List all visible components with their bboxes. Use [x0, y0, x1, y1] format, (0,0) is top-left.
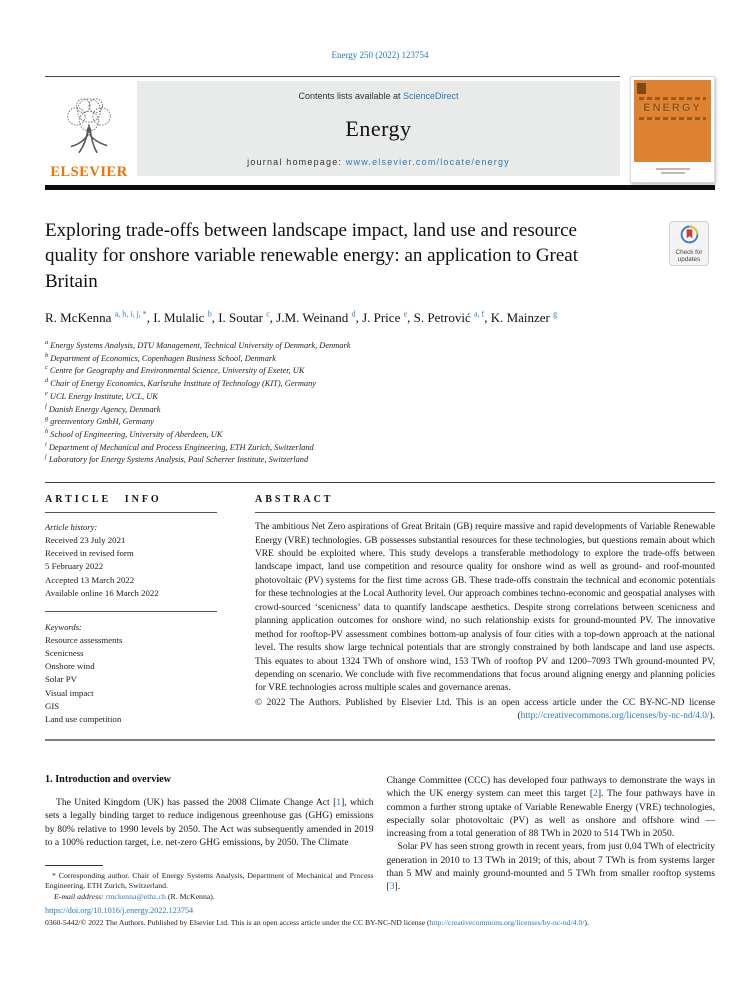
keyword: Land use competition: [45, 714, 122, 724]
affiliation: $^d$ Chair of Energy Economics, Karlsruhe Institute of Technology (KIT), Germany: [45, 377, 316, 388]
affiliation: $^i$ Department of Mechanical and Process Engineering, ETH Zurich, Switzerland: [45, 440, 314, 452]
journal-cover-thumbnail[interactable]: [630, 76, 715, 183]
email-line: E-mail address: rmckenna@ethz.ch (R. McKenna).: [54, 891, 215, 901]
affiliation: $^c$ Centre for Geography and Environmental Science, University of Exeter, UK: [45, 364, 305, 376]
contents-line: [145, 91, 612, 101]
footer-license-link[interactable]: http://creativecommons.org/licenses/by-nc-nd/4.0/: [429, 918, 585, 927]
homepage-prefix: journal homepage:: [247, 157, 346, 167]
page-title: Exploring trade-offs between landscape impact, land use and resource quality for onshore variable renewable energy: an application to Great Britain: [45, 220, 579, 292]
author: R. McKenna $^{a, h, i, j, *}$,: [45, 309, 154, 326]
check-for-updates-badge[interactable]: [669, 221, 709, 266]
keyword: Resource assessments: [45, 634, 123, 645]
affiliation: $^b$ Department of Economics, Copenhagen Business School, Denmark: [45, 351, 276, 363]
author: I. Mulalic $^b$,: [153, 309, 219, 326]
citation-ref-1[interactable]: 1: [336, 797, 342, 809]
cover-title: ENERGY: [643, 102, 702, 114]
keywords-label: Keywords:: [45, 621, 82, 632]
author-list: [45, 309, 685, 328]
journal-citation: Energy 250 (2022) 123754: [331, 50, 429, 60]
affiliation: $^g$ greenventory GmbH, Germany: [45, 415, 154, 427]
abstract-text: The ambitious Net Zero aspirations of Great Britain (GB) require massive and rapid developments of Variable Renewable Energy (VRE) technologies. GB possesses substantial resources for these technologies, but questions remain about which VRE should be exploited where. This study develops a transferable methodology to explore the trade-offs between landscape impact, land use competition and resource quality for onshore wind as well as ground- and roof-mounted photovoltaic (PV) systems for the first time across GB. These trade-offs constrain the technical and economic potentials for these technologies at the Local Authority level. Our approach combines techno-economic and geospatial analyses with crowd-sourced ‘scenicness’ data to quantify landscape aesthetics. Despite strong correlations between scenicness and planning application outcomes for onshore wind, no such relationship exists for ground-mounted PV. The innovative method for rooftop-PV assessment combines bottom-up analysis of four cities with a top-down approach at the national level. The results show large technical potentials that are strongly constrained by both landscape and land use aspects. This equates to about 1324 TWh of onshore wind, 153 TWh of rooftop PV and 1200–7093 TWh ground-mounted PV, depending on scenario. We conclude with five recommendations that focus around aligning energy and planning policies for VRE technologies across multiple scales and governance arenas.: [255, 522, 715, 694]
journal-cover-image: [634, 80, 711, 162]
affiliation: $^e$ UCL Energy Institute, UCL, UK: [45, 389, 158, 401]
keyword: Onshore wind: [45, 661, 95, 672]
title-block: [45, 218, 715, 294]
history-line: Received in revised form: [45, 548, 134, 559]
abstract-column: [255, 494, 715, 726]
cover-text-row: [639, 117, 706, 120]
author: S. Petrović $^{a, f}$,: [413, 309, 488, 326]
doi-link[interactable]: https://doi.org/10.1016/j.energy.2022.123754: [45, 906, 194, 915]
history-line: Accepted 13 March 2022: [45, 574, 135, 585]
article-info-heading: ARTICLE INFO: [45, 494, 162, 506]
journal-header-main: [45, 76, 620, 183]
author-affil-ref[interactable]: g: [553, 309, 558, 319]
journal-homepage-link[interactable]: www.elsevier.com/locate/energy: [345, 157, 510, 167]
body-columns: [45, 774, 715, 902]
abstract-copyright: © 2022 The Authors. Published by Elsevier Ltd. This is an open access article under the CC BY-NC-ND license (http://creativecommons.org/licenses/by-nc-nd/4.0/).: [255, 697, 715, 722]
elsevier-tree-icon: [58, 96, 120, 163]
affiliation: $^f$ Danish Energy Agency, Denmark: [45, 402, 161, 414]
issn-copyright-line: 0360-5442/© 2022 The Authors. Published by Elsevier Ltd. This is an open access article under the CC BY-NC-ND license (http://creativecommons.org/licenses/by-nc-nd/4.0/).: [45, 918, 589, 927]
corresponding-author-footnote: [45, 865, 374, 902]
author: J.M. Weinand $^d$,: [276, 309, 363, 326]
keyword: Visual impact: [45, 687, 94, 698]
keywords-divider: [45, 611, 217, 612]
homepage-line: [145, 157, 612, 167]
article-info-column: [45, 494, 217, 726]
cover-publisher-mark: [634, 162, 711, 180]
email-link[interactable]: rmckenna@ethz.ch: [105, 891, 166, 901]
keyword: Solar PV: [45, 674, 78, 685]
journal-banner: [137, 81, 620, 176]
elsevier-wordmark: ELSEVIER: [50, 164, 128, 180]
affiliation: $^h$ School of Engineering, University of Aberdeen, UK: [45, 428, 223, 439]
abstract-heading: ABSTRACT: [255, 494, 334, 506]
history-line: 5 February 2022: [45, 561, 104, 572]
history-line: Received 23 July 2021: [45, 535, 126, 546]
citation-ref-2[interactable]: 2: [593, 788, 598, 800]
right-column: [387, 774, 716, 902]
header-divider-bar: [45, 185, 715, 190]
abstract-bottom-rule: [45, 739, 715, 741]
keyword: GIS: [45, 700, 60, 711]
article-history-label: Article history:: [45, 522, 98, 533]
section-heading-introduction: 1. Introduction and overview: [45, 774, 172, 786]
contents-prefix: Contents lists available at: [298, 91, 404, 101]
intro-paragraph-right-2: Solar PV has seen strong growth in recent years, from just 0.04 TWh of electricity generation in 2010 to 13 TWh in 2019; of this, about 7 TWh is from systems larger than 5 MW and mainly ground-mounted and 5 TWh from smaller rooftop systems [3].: [386, 841, 715, 893]
author-affil-ref[interactable]: c: [266, 309, 270, 319]
footnote-rule: [45, 865, 103, 866]
info-abstract-section: [45, 482, 715, 726]
history-line: Available online 16 March 2022: [45, 587, 159, 598]
corresponding-author-text: * Corresponding author. Chair of Energy Systems Analysis, Department of Mechanical and Process Engineering, ETH Zurich, Switzerland.: [45, 871, 374, 891]
cover-text-row: [639, 97, 706, 100]
email-label: E-mail address:: [54, 891, 104, 901]
journal-header: [45, 76, 715, 183]
affiliation: $^a$ Energy Systems Analysis, DTU Management, Technical University of Denmark, Denmark: [45, 338, 351, 350]
author-affil-ref[interactable]: a, h, i, j, *: [114, 309, 147, 319]
author-affil-ref[interactable]: b: [207, 309, 212, 319]
crossmark-label-line2: updates: [677, 256, 701, 264]
author: I. Soutar $^c$,: [218, 309, 277, 326]
cover-logo-block: [637, 83, 646, 94]
sciencedirect-link[interactable]: ScienceDirect: [403, 91, 459, 101]
crossmark-icon: [680, 231, 699, 248]
license-link[interactable]: http://creativecommons.org/licenses/by-nc-nd/4.0/: [520, 711, 710, 722]
author: K. Mainzer $^g$: [490, 309, 558, 326]
elsevier-logo: [45, 81, 133, 183]
article-info-rule: [45, 512, 217, 513]
citation-ref-3[interactable]: 3: [389, 881, 395, 893]
author-affil-ref[interactable]: e: [403, 309, 408, 319]
author-affil-ref[interactable]: d: [351, 309, 356, 319]
keyword: Scenicness: [45, 648, 84, 659]
affiliation: $^j$ Laboratory for Energy Systems Analysis, Paul Scherrer Institute, Switzerland: [45, 453, 309, 465]
page-footer: [45, 906, 715, 927]
abstract-rule: [255, 512, 715, 513]
author-affil-ref[interactable]: a, f: [473, 309, 485, 319]
intro-paragraph-right-1: Change Committee (CCC) has developed four pathways to demonstrate the ways in which the UK energy system can meet this target [2]. The four pathways have in common a further strong uptake of Variable Renewable Energy (VRE) technologies, especially solar photovoltaic (PV) as well as onshore and offshore wind — increasing from a total generation of 88 TWh in 2020 to 514 TWh in 2050.: [386, 775, 715, 840]
intro-paragraph-left: The United Kingdom (UK) has passed the 2008 Climate Change Act [1], which sets a legally binding target to reduce indigenous greenhouse gas (GHG) emissions by 80% relative to 1990 levels by 2050. The Act was subsequently amended in 2019 to a 100% reduction target, i.e. net-zero GHG emissions, by 2050. The Climate: [45, 797, 374, 848]
journal-title: Energy: [345, 116, 412, 141]
affiliation-list: [45, 339, 715, 466]
crossmark-label-line1: Check for: [675, 249, 703, 256]
left-column: [45, 774, 374, 902]
doi-line: [45, 906, 715, 915]
author: J. Price $^e$,: [362, 309, 414, 326]
